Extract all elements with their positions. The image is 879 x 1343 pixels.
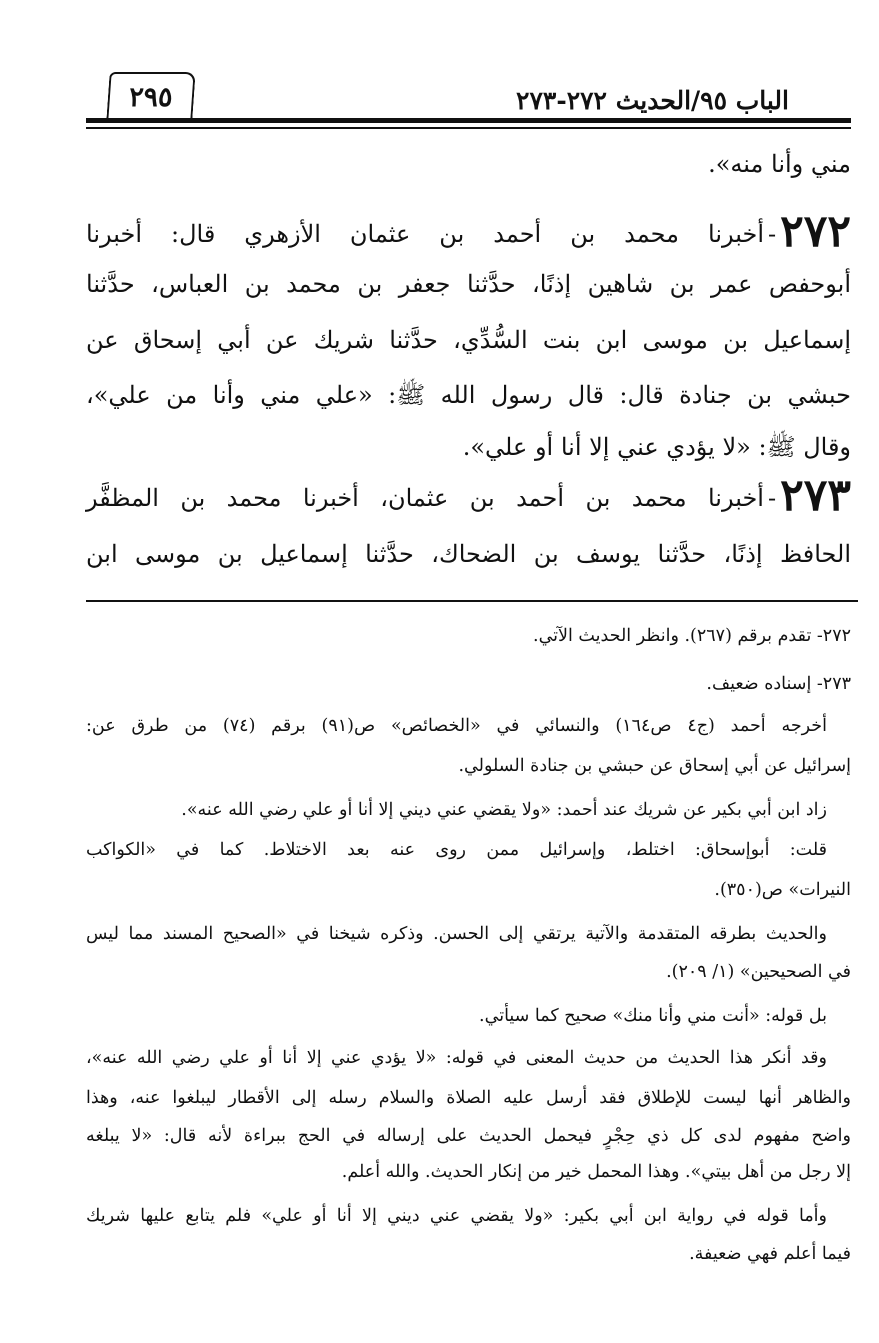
footnote-line: والظاهر أنها ليست للإطلاق فقد أرسل عليه الصلاة والسلام رسله إلى الأقطار ليبلغوا عنه، وهذا bbox=[86, 1088, 851, 1108]
hadith-number-272: ٢٧٢ bbox=[780, 206, 851, 257]
main-text-line: إسماعيل بن موسى ابن بنت السُّدِّي، حدَّثنا شريك عن أبي إسحاق عن bbox=[86, 326, 851, 354]
chapter-heading: الباب ٩٥/الحديث ٢٧٢-٢٧٣ bbox=[516, 86, 789, 115]
hadith-272-first-line bbox=[86, 206, 851, 257]
footnote-line: واضح مفهوم لدى كل ذي حِجْرٍ فيحمل الحديث على إرساله في الحج ببراءة لأنه قال: «لا يبلغه bbox=[86, 1126, 851, 1146]
hadith-number-273: ٢٧٣ bbox=[780, 470, 851, 521]
number-dash: - bbox=[767, 484, 777, 512]
header-rule-thin bbox=[86, 127, 851, 129]
footnote-line: في الصحيحين» (١/ ٢٠٩). bbox=[666, 962, 851, 982]
main-text-line: أبوحفص عمر بن شاهين إذنًا، حدَّثنا جعفر بن محمد بن العباس، حدَّثنا bbox=[86, 270, 851, 298]
hadith-273-first-line bbox=[86, 470, 851, 521]
footnote-line: فيما أعلم فهي ضعيفة. bbox=[689, 1244, 851, 1264]
footnote-line: والحديث بطرقه المتقدمة والآتية يرتقي إلى الحسن. وذكره شيخنا في «الصحيح المسند مما ليس bbox=[86, 924, 827, 944]
footnote-line: النيرات» ص(٣٥٠). bbox=[714, 880, 851, 900]
main-text-line: الحافظ إذنًا، حدَّثنا يوسف بن الضحاك، حدَّثنا إسماعيل بن موسى ابن bbox=[86, 540, 851, 568]
main-text-line: وقال ﷺ: «لا يؤدي عني إلا أنا أو علي». bbox=[462, 433, 851, 461]
footnote-line: قلت: أبوإسحاق: اختلط، وإسرائيل ممن روى عنه بعد الاختلاط. كما في «الكواكب bbox=[86, 840, 827, 860]
header-rule-thick bbox=[86, 118, 851, 123]
footnote-line: إلا رجل من أهل بيتي». وهذا المحمل خير من إنكار الحديث. والله أعلم. bbox=[341, 1162, 851, 1182]
number-dash: - bbox=[767, 220, 777, 248]
footnote-separator bbox=[86, 600, 858, 602]
main-text-line: مني وأنا منه». bbox=[708, 150, 851, 178]
footnote-line: زاد ابن أبي بكير عن شريك عند أحمد: «ولا يقضي عني ديني إلا أنا أو علي رضي الله عنه». bbox=[181, 800, 827, 820]
page-number: ٢٩٥ bbox=[106, 72, 195, 120]
hadith-273-text: أخبرنا محمد بن أحمد بن عثمان، أخبرنا محمد بن المظفَّر bbox=[86, 484, 764, 512]
footnote-line: وأما قوله في رواية ابن أبي بكير: «ولا يقضي عني ديني إلا أنا أو علي» فلم يتابع عليها شريك bbox=[86, 1206, 827, 1226]
main-text-line: حبشي بن جنادة قال: قال رسول الله ﷺ: «علي مني وأنا من علي»، bbox=[86, 381, 851, 409]
footnote-line: ٢٧٢- تقدم برقم (٢٦٧). وانظر الحديث الآتي. bbox=[533, 626, 851, 646]
footnote-line: وقد أنكر هذا الحديث من حديث المعنى في قوله: «لا يؤدي عني إلا أنا أو علي رضي الله عنه»، bbox=[86, 1048, 827, 1068]
hadith-272-text: أخبرنا محمد بن أحمد بن عثمان الأزهري قال: أخبرنا bbox=[86, 220, 764, 248]
footnote-line: بل قوله: «أنت مني وأنا منك» صحيح كما سيأتي. bbox=[479, 1006, 827, 1026]
footnote-line: ٢٧٣- إسناده ضعيف. bbox=[706, 674, 851, 694]
footnote-line: إسرائيل عن أبي إسحاق عن حبشي بن جنادة السلولي. bbox=[458, 756, 851, 776]
footnote-line: أخرجه أحمد (ج٤ ص١٦٤) والنسائي في «الخصائص» ص(٩١) برقم (٧٤) من طرق عن: bbox=[86, 716, 827, 736]
